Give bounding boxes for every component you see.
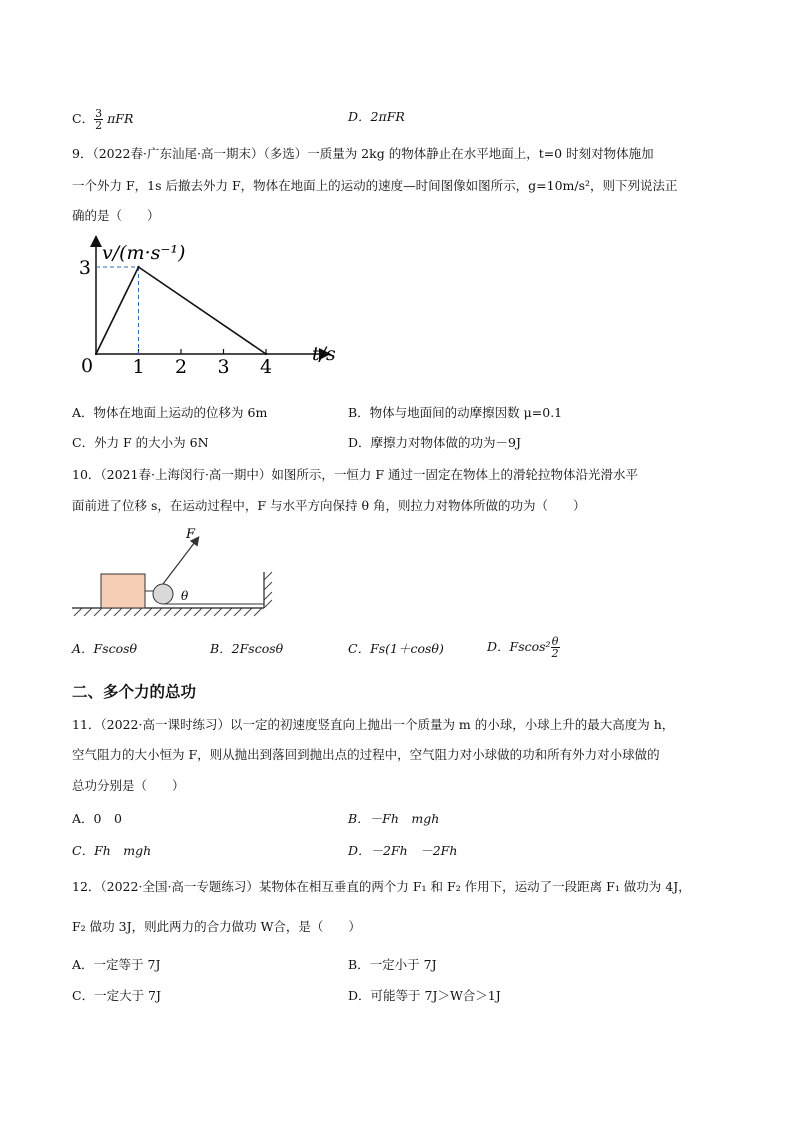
q12-stem-line2: F₂ 做功 3J，则此两力的合力做功 W合，是（ ） [72,919,361,934]
x-tick-label: 4 [259,356,273,378]
q10-stem-line2: 面前进了位移 s，在运动过程中，F 与水平方向保持 θ 角，则拉力对物体所做的功为（ ） [72,498,586,513]
q12-option-a: A．一定等于 7J [72,957,161,972]
q10-option-c: C．Fs(1＋cosθ) [348,641,444,656]
q11-option-b: B．－Fh mgh [348,811,440,826]
q9-option-c: C．外力 F 的大小为 6N [72,435,209,450]
x-tick-label: 3 [217,356,230,378]
option-label: C． [72,111,95,126]
q11-option-a: A．0 0 [72,811,122,826]
fraction: $\frac{3}{2}$ [95,107,103,132]
q11-stem-line3: 总功分别是（ ） [72,778,185,793]
q9-option-a: A．物体在地面上运动的位移为 6m [72,405,268,420]
x-tick-label: 1 [132,356,145,378]
q11-option-d: D．－2Fh －2Fh [348,843,458,858]
q12-option-c: C．一定大于 7J [72,988,162,1003]
q11-option-c: C．Fh mgh [72,843,152,858]
q11-stem-line2: 空气阻力的大小恒为 F，则从抛出到落回到抛出点的过程中，空气阻力对小球做的功和所有外力对小球做的 [72,747,660,762]
ground-hatching [74,608,262,616]
q8-option-c [72,108,133,131]
q10-option-a: A．Fscosθ [72,641,138,656]
q8-option-d: D．2πFR [348,109,405,124]
q10-stem-line1: 10．（2021春·上海闵行·高一期中）如图所示，一恒力 F 通过一固定在物体上的滑轮拉物体沿光滑水平 [72,467,639,482]
q9-stem-line2: 一个外力 F，1s 后撤去外力 F，物体在地面上的运动的速度—时间图像如图所示，g=10m/s²，则下列说法正 [72,178,678,193]
q9-option-d: D．摩擦力对物体做的功为－9J [348,435,521,450]
q9-stem-line3: 确的是（ ） [72,208,160,223]
pulley-block-figure [72,522,282,620]
velocity-segment [139,267,267,354]
wall-hatching [264,572,272,608]
q12-stem-line1: 12．（2022·全国·高一专题练习）某物体在相互垂直的两个力 F₁ 和 F₂ 作用下，运动了一段距离 F₁ 做功为 4J， [72,879,691,894]
section-title: 二、多个力的总功 [72,683,197,701]
pulley [153,584,173,604]
y-tick-label: 3 [78,257,91,279]
block [101,574,145,608]
angle-label: θ [181,589,189,603]
x-tick-label: 2 [174,356,188,378]
q10-option-d: D．Fscos² $\frac{\theta}{2}$ [487,635,559,660]
force-arrow [163,538,198,584]
q9-option-b: B．物体与地面间的动摩擦因数 μ=0.1 [348,405,563,420]
x-axis-label: t/s [312,343,336,365]
q11-stem-line1: 11．（2022·高一课时练习）以一定的初速度竖直向上抛出一个质量为 m 的小球，小球上升的最大高度为 h， [72,717,675,732]
q9-stem-line1: 9．（2022春·广东汕尾·高一期末）（多选）一质量为 2kg 的物体静止在水平地面上，t=0 时刻对物体施加 [72,146,654,161]
option-text: πFR [107,111,134,126]
force-label: F [186,527,196,542]
data-point [137,266,139,268]
fraction: $\frac{\theta}{2}$ [551,635,559,660]
q12-option-b: B．一定小于 7J [348,957,437,972]
data-point [95,353,97,355]
origin-label: 0 [81,355,94,377]
velocity-time-graph [72,232,336,382]
data-point [265,353,267,355]
q12-option-d: D．可能等于 7J＞W合＞1J [348,988,501,1003]
q10-option-b: B．2Fscosθ [210,641,284,656]
velocity-segment [96,267,139,354]
y-axis-label: v/(m·s⁻¹) [102,242,186,264]
